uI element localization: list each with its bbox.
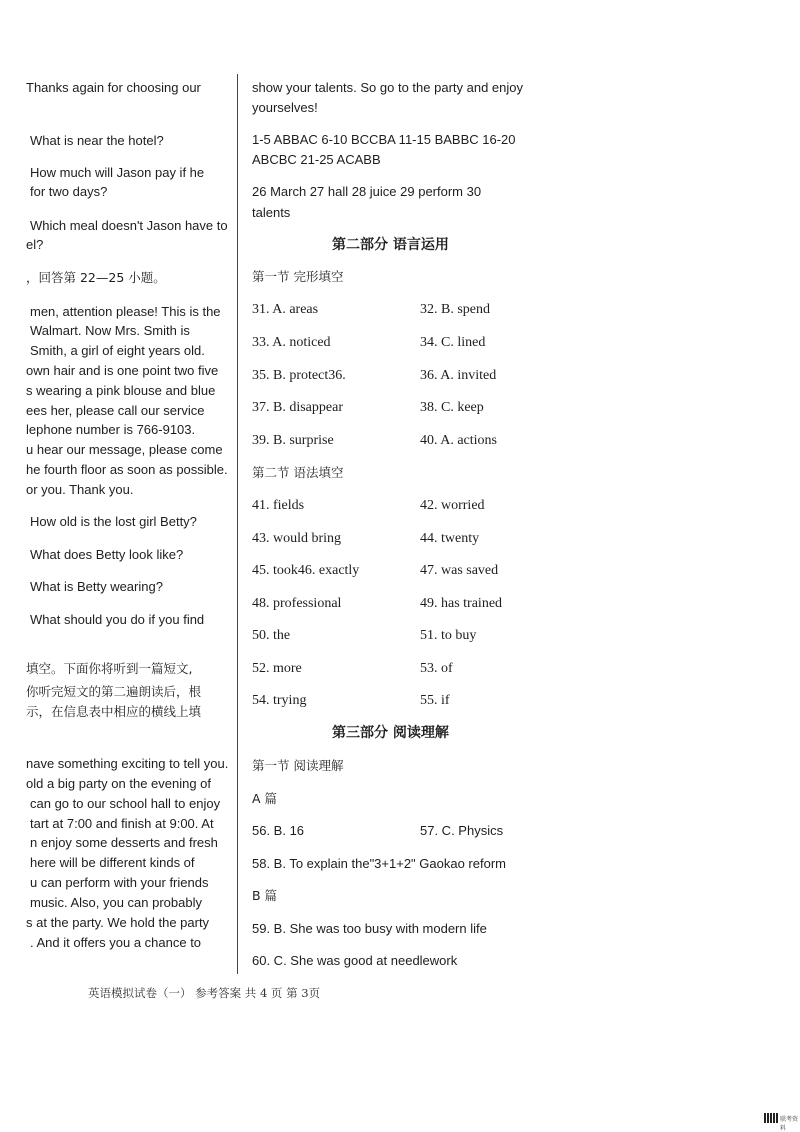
- answer-line: 第二节 语法填空: [252, 465, 344, 480]
- left-text-line: Thanks again for choosing our: [26, 80, 201, 95]
- answer-line: B 篇: [252, 888, 278, 903]
- answer-line: show your talents. So go to the party and enjoy: [252, 80, 524, 95]
- left-text-line: here will be different kinds of: [30, 855, 195, 870]
- answer-line: 55. if: [420, 693, 450, 708]
- answer-line: 58. B. To explain the"3+1+2" Gaokao reform: [252, 856, 506, 871]
- left-text-line: Which meal doesn't Jason have to: [30, 218, 228, 233]
- answer-line: 53. of: [420, 661, 453, 676]
- left-text-line: . And it offers you a chance to: [30, 935, 202, 950]
- answer-line: 1-5 ABBAC 6-10 BCCBA 11-15 BABBC 16-20: [252, 132, 516, 147]
- left-text-line: lephone number is 766-9103.: [26, 422, 196, 437]
- answer-line: 33. A. noticed: [252, 335, 331, 350]
- answer-line: 49. has trained: [420, 596, 503, 611]
- answer-line: 第一节 阅读理解: [252, 758, 344, 773]
- qr-code-icon: [764, 1113, 778, 1123]
- left-text-line: 填空。下面你将听到一篇短文,: [26, 661, 193, 676]
- left-text-line: can go to our school hall to enjoy: [30, 796, 221, 811]
- answer-line: 48. professional: [252, 596, 342, 611]
- answer-line: 56. B. 16: [252, 823, 305, 838]
- left-text-line: What is near the hotel?: [30, 133, 164, 148]
- left-text-line: u hear our message, please come: [26, 442, 223, 457]
- answer-line: 52. more: [252, 661, 302, 676]
- answer-line: 39. B. surprise: [252, 433, 334, 448]
- corner-label: 联考资料: [780, 1117, 799, 1132]
- left-text-line: s wearing a pink blouse and blue: [26, 383, 216, 398]
- answer-line: 37. B. disappear: [252, 400, 343, 415]
- answer-line: talents: [252, 205, 291, 220]
- left-text-line: How old is the lost girl Betty?: [30, 514, 197, 529]
- answer-line: 32. B. spend: [420, 302, 490, 317]
- answer-line: 34. C. lined: [420, 335, 486, 350]
- left-text-line: ees her, please call our service: [26, 403, 205, 418]
- left-text-line: What is Betty wearing?: [30, 579, 163, 594]
- answer-line: 57. C. Physics: [420, 823, 504, 838]
- answer-line: ABCBC 21-25 ACABB: [252, 152, 381, 167]
- answer-line: A 篇: [252, 791, 278, 806]
- left-text-line: 示，在信息表中相应的横线上填: [26, 704, 202, 719]
- left-text-line: nave something exciting to tell you.: [26, 756, 229, 771]
- answer-line: 41. fields: [252, 498, 305, 513]
- left-text-line: What should you do if you find: [30, 612, 205, 627]
- answer-line: 45. took46. exactly: [252, 563, 360, 578]
- left-text-line: el?: [26, 237, 44, 252]
- left-text-line: men, attention please! This is the: [30, 304, 221, 319]
- left-text-line: tart at 7:00 and finish at 9:00. At: [30, 816, 214, 831]
- answer-line: 59. B. She was too busy with modern life: [252, 921, 487, 936]
- answer-line: 42. worried: [420, 498, 485, 513]
- answer-line: 第二部分 语言运用: [332, 237, 449, 253]
- answer-line: 35. B. protect36.: [252, 368, 346, 383]
- left-text-line: What does Betty look like?: [30, 547, 184, 562]
- answer-line: 43. would bring: [252, 531, 342, 546]
- answer-line: 第三部分 阅读理解: [332, 725, 449, 741]
- answer-line: 36. A. invited: [420, 368, 497, 383]
- answer-line: 38. C. keep: [420, 400, 484, 415]
- answer-line: 第一节 完形填空: [252, 269, 344, 284]
- answer-line: yourselves!: [252, 100, 318, 115]
- answer-line: 54. trying: [252, 693, 307, 708]
- page-footer: 英语模拟试卷（一） 参考答案 共 4 页 第 3页: [88, 986, 321, 1000]
- left-text-line: he fourth floor as soon as possible.: [26, 462, 228, 477]
- left-text-line: n enjoy some desserts and fresh: [30, 835, 218, 850]
- answer-line: 47. was saved: [420, 563, 499, 578]
- column-divider: [237, 74, 238, 974]
- answer-line: 44. twenty: [420, 531, 480, 546]
- answer-line: 60. C. She was good at needlework: [252, 953, 458, 968]
- left-text-line: Smith, a girl of eight years old.: [30, 343, 205, 358]
- left-text-line: How much will Jason pay if he: [30, 165, 205, 180]
- left-text-line: or you. Thank you.: [26, 482, 134, 497]
- left-text-line: for two days?: [30, 184, 108, 199]
- answer-line: 26 March 27 hall 28 juice 29 perform 30: [252, 184, 482, 199]
- left-text-line: 你听完短文的第二遍朗读后，根: [26, 684, 202, 699]
- answer-line: 51. to buy: [420, 628, 477, 643]
- answer-line: 31. A. areas: [252, 302, 319, 317]
- left-text-line: Walmart. Now Mrs. Smith is: [30, 323, 190, 338]
- left-text-line: ，回答第 22—25 小题。: [26, 270, 166, 285]
- answer-line: 40. A. actions: [420, 433, 497, 448]
- left-text-line: own hair and is one point two five: [26, 363, 219, 378]
- left-text-line: s at the party. We hold the party: [26, 915, 210, 930]
- answer-line: 50. the: [252, 628, 291, 643]
- left-text-line: u can perform with your friends: [30, 875, 209, 890]
- left-text-line: music. Also, you can probably: [30, 895, 202, 910]
- left-text-line: old a big party on the evening of: [26, 776, 212, 791]
